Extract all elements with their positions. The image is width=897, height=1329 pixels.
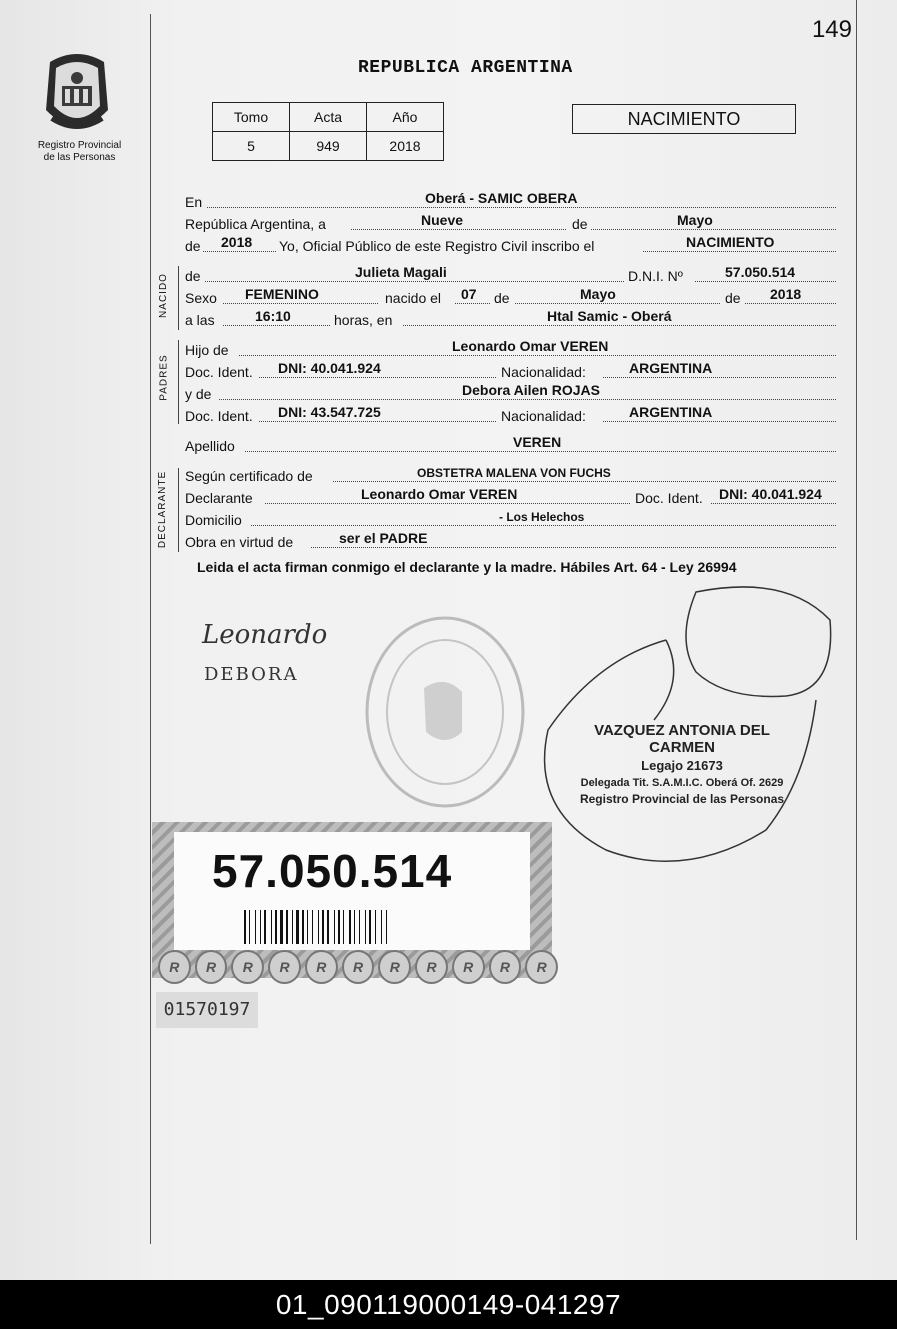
barcode-bar xyxy=(365,910,366,944)
record-table xyxy=(212,102,444,161)
field-label: Sexo xyxy=(185,290,217,306)
pattern-mark: R xyxy=(489,950,522,984)
field-label: Nacionalidad: xyxy=(501,408,586,424)
field-domicilio xyxy=(185,508,836,530)
field-value: 07 xyxy=(461,286,477,302)
security-pattern xyxy=(152,950,558,978)
dotted-line xyxy=(603,421,836,422)
dotted-line xyxy=(223,303,378,304)
father-signature: Leonardo xyxy=(202,620,328,650)
barcode-bar xyxy=(292,910,293,944)
barcode-bar xyxy=(280,910,283,944)
table-cell: 2018 xyxy=(367,132,444,161)
serial-number: 01570197 xyxy=(156,992,258,1028)
dotted-line xyxy=(333,481,836,482)
field-value: NACIMIENTO xyxy=(686,234,775,250)
field-value: Mayo xyxy=(677,212,713,228)
section-label-nacido: NACIDO xyxy=(157,273,169,318)
field-obra xyxy=(185,530,836,552)
dotted-line xyxy=(251,525,836,526)
dotted-line xyxy=(351,229,566,230)
pattern-mark: R xyxy=(158,950,191,984)
field-value: DNI: 43.547.725 xyxy=(278,404,381,420)
barcode-bar xyxy=(338,910,340,944)
dotted-line xyxy=(223,325,330,326)
barcode-bar xyxy=(302,910,304,944)
field-value: ARGENTINA xyxy=(629,404,713,420)
section-label-declarante: DECLARANTE xyxy=(157,470,169,549)
field-label: Hijo de xyxy=(185,342,229,358)
field-label: Domicilio xyxy=(185,512,242,528)
barcode-label xyxy=(174,832,530,950)
field-label: horas, en xyxy=(334,312,393,328)
official-org: Registro Provincial de las Personas xyxy=(579,792,785,806)
pattern-mark: R xyxy=(525,950,558,984)
barcode-bar xyxy=(244,910,246,944)
barcode-bar xyxy=(286,910,288,944)
table-cell: 5 xyxy=(213,132,290,161)
field-label: Según certificado de xyxy=(185,468,313,484)
mother-signature: DEBORA xyxy=(204,664,299,685)
dotted-line xyxy=(515,303,720,304)
dotted-line xyxy=(205,281,624,282)
field-label: Obra en virtud de xyxy=(185,534,294,550)
field-label: nacido el xyxy=(385,290,442,306)
field-label: de xyxy=(185,268,201,284)
act-type-box: NACIMIENTO xyxy=(572,104,796,134)
barcode-bar xyxy=(264,910,266,944)
field-label: a las xyxy=(185,312,215,328)
table-header: Año xyxy=(367,103,444,132)
field-label: Yo, Oficial Público de este Registro Civil inscribo el xyxy=(279,238,595,254)
field-value: 2018 xyxy=(770,286,802,302)
field-label: de xyxy=(494,290,510,306)
pattern-mark: R xyxy=(415,950,448,984)
barcode-bar xyxy=(386,910,387,944)
pattern-mark: R xyxy=(305,950,338,984)
barcode-bar xyxy=(260,910,261,944)
barcode-sticker xyxy=(152,822,552,978)
field-value: VEREN xyxy=(513,434,562,450)
field-label: y de xyxy=(185,386,212,402)
field-value: ser el PADRE xyxy=(339,530,428,546)
field-value: Nueve xyxy=(421,212,464,228)
barcode-bar xyxy=(307,910,308,944)
dotted-line xyxy=(239,355,836,356)
field-value: 57.050.514 xyxy=(725,264,796,280)
field-label: Doc. Ident. xyxy=(185,364,253,380)
barcode-bar xyxy=(318,910,319,944)
field-value: Leonardo Omar VEREN xyxy=(452,338,609,354)
field-value: Oberá - SAMIC OBERA xyxy=(425,190,578,206)
barcode-bar xyxy=(255,910,256,944)
dotted-line xyxy=(259,377,496,378)
footer-id: 01_090119000149-041297 xyxy=(0,1280,897,1329)
field-value: 16:10 xyxy=(255,308,291,324)
field-value: ARGENTINA xyxy=(629,360,713,376)
right-margin-line xyxy=(856,0,857,1240)
page-title: REPUBLICA ARGENTINA xyxy=(358,58,573,78)
closing-text: Leida el acta firman conmigo el declarante y la madre. Hábiles Art. 64 - Ley 26994 xyxy=(197,559,737,575)
dotted-line xyxy=(745,303,836,304)
dotted-line xyxy=(311,547,836,548)
official-legajo: Legajo 21673 xyxy=(641,758,723,773)
barcode-bar xyxy=(334,910,335,944)
field-madre xyxy=(185,382,836,404)
official-stamp xyxy=(562,722,802,806)
field-value: OBSTETRA MALENA VON FUCHS xyxy=(417,466,611,480)
misiones-seal-icon xyxy=(38,50,116,138)
field-madre-doc xyxy=(185,404,836,426)
barcode-bar xyxy=(369,910,371,944)
field-declarante xyxy=(185,486,836,508)
dotted-line xyxy=(695,281,836,282)
field-label: Doc. Ident. xyxy=(635,490,703,506)
field-value: Julieta Magali xyxy=(355,264,447,280)
field-label: Apellido xyxy=(185,438,235,454)
dotted-line xyxy=(643,251,836,252)
barcode-bar xyxy=(381,910,382,944)
field-label: Doc. Ident. xyxy=(185,408,253,424)
official-role: Delegada Tit. S.A.M.I.C. Oberá Of. 2629 xyxy=(580,777,784,789)
dotted-line xyxy=(591,229,836,230)
section-bar xyxy=(178,266,179,330)
field-label: Nacionalidad: xyxy=(501,364,586,380)
dotted-line xyxy=(603,377,836,378)
table-header: Acta xyxy=(290,103,367,132)
field-republica xyxy=(185,212,836,234)
field-value: Debora Ailen ROJAS xyxy=(462,382,600,398)
barcode-bar xyxy=(275,910,277,944)
field-value: - Los Helechos xyxy=(499,510,585,524)
field-label: D.N.I. Nº xyxy=(628,268,683,284)
field-label: de xyxy=(572,216,588,232)
field-label: de xyxy=(725,290,741,306)
section-bar xyxy=(178,468,179,552)
section-label-padres: PADRES xyxy=(158,354,170,401)
pattern-mark: R xyxy=(195,950,228,984)
pattern-mark: R xyxy=(378,950,411,984)
field-value: DNI: 40.041.924 xyxy=(278,360,381,376)
field-padre-doc xyxy=(185,360,836,382)
pattern-mark: R xyxy=(452,950,485,984)
barcode-bar xyxy=(343,910,344,944)
field-label: República Argentina, a xyxy=(185,216,326,232)
pattern-mark: R xyxy=(268,950,301,984)
barcode-bar xyxy=(271,910,272,944)
field-value: Htal Samic - Oberá xyxy=(547,308,672,324)
barcode-bar xyxy=(354,910,355,944)
field-certificado xyxy=(185,464,836,486)
official-name: VAZQUEZ ANTONIA DEL CARMEN xyxy=(594,722,770,756)
pattern-mark: R xyxy=(342,950,375,984)
dotted-line xyxy=(265,503,630,504)
dotted-line xyxy=(207,207,836,208)
dotted-line xyxy=(203,251,276,252)
field-label: de xyxy=(185,238,201,254)
dotted-line xyxy=(455,303,490,304)
pattern-mark: R xyxy=(231,950,264,984)
seal-caption-line: de las Personas xyxy=(43,152,116,163)
barcode-bar xyxy=(327,910,329,944)
barcode-bar xyxy=(296,910,299,944)
field-sexo xyxy=(185,286,836,308)
dotted-line xyxy=(245,451,836,452)
field-value: FEMENINO xyxy=(245,286,319,302)
barcode-number: 57.050.514 xyxy=(212,845,453,897)
field-value: 2018 xyxy=(221,234,253,250)
table-cell: 949 xyxy=(290,132,367,161)
table-header: Tomo xyxy=(213,103,290,132)
barcode-bar xyxy=(322,910,324,944)
field-label: Declarante xyxy=(185,490,253,506)
barcode-bar xyxy=(312,910,313,944)
registry-stamp-icon xyxy=(362,612,528,812)
seal-caption-line: Registro Provincial xyxy=(37,140,122,151)
field-value: Leonardo Omar VEREN xyxy=(361,486,518,502)
seal-caption xyxy=(22,140,137,164)
barcode-bar xyxy=(249,910,250,944)
field-padre xyxy=(185,338,836,360)
dotted-line xyxy=(219,399,836,400)
field-apellido xyxy=(185,434,836,456)
barcode-bar xyxy=(359,910,360,944)
dotted-line xyxy=(711,503,836,504)
barcode-icon xyxy=(244,910,466,944)
field-hora xyxy=(185,308,836,330)
field-label: En xyxy=(185,194,203,210)
barcode-bar xyxy=(375,910,376,944)
section-bar xyxy=(178,340,179,424)
field-en xyxy=(185,190,836,212)
left-margin-line xyxy=(150,14,151,1244)
field-nombre xyxy=(185,264,836,286)
page-number: 149 xyxy=(811,16,852,43)
field-value: DNI: 40.041.924 xyxy=(719,486,822,502)
dotted-line xyxy=(259,421,496,422)
dotted-line xyxy=(403,325,836,326)
field-value: Mayo xyxy=(580,286,616,302)
barcode-bar xyxy=(349,910,351,944)
field-year-line xyxy=(185,234,836,256)
